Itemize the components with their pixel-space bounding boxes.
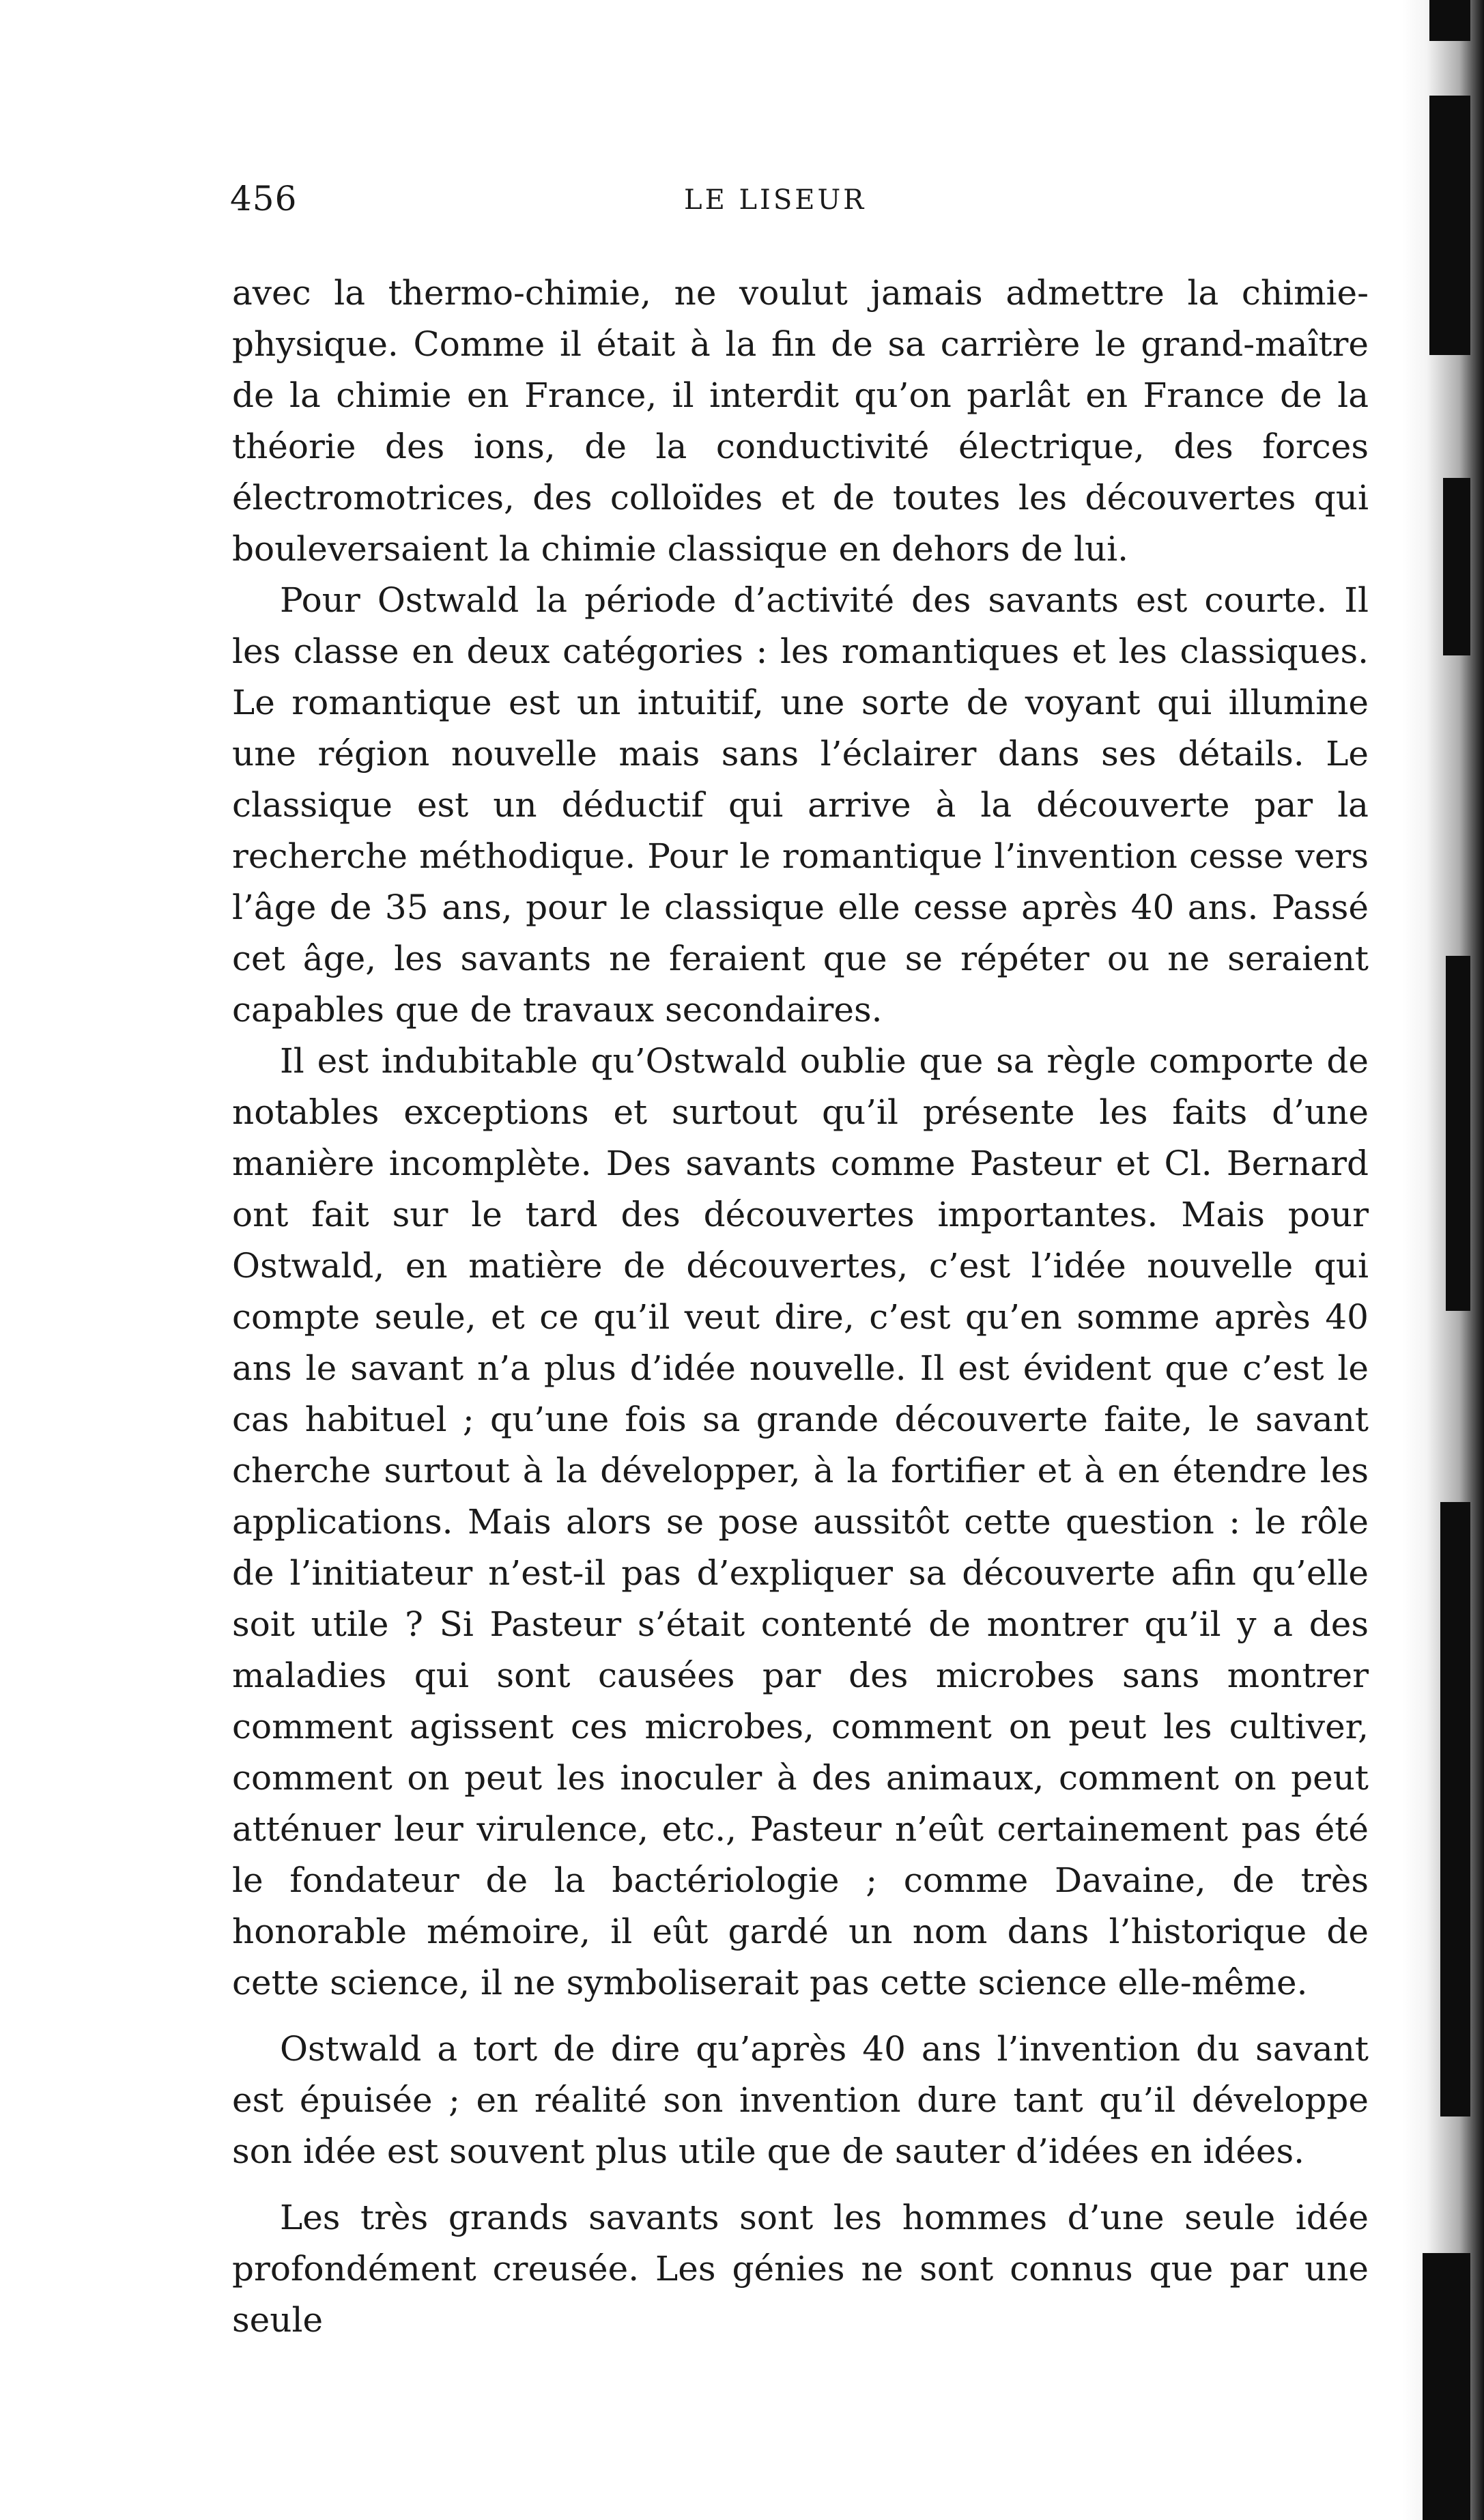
paragraph: Pour Ostwald la période d’activité des savants est courte. Il les classe en deux catégories : les romantiques et les classiques. Le romantique est un intuitif, une sorte de voyant qui illumine une région nouvelle mais sans l’éclairer dans ses détails. Le classique est un déductif qui arrive à la découverte par la recherche méthodique. Pour le romantique l’invention cesse vers l’âge de 35 ans, pour le classique elle cesse après 40 ans. Passé cet âge, les savants ne feraient que se répéter ou ne seraient capables que de travaux secondaires. [232,580,1369,1030]
binding-edge [1402,0,1484,2520]
page-number: 456 [230,179,298,218]
paragraph: Il est indubitable qu’Ostwald oublie que sa règle comporte de notables exceptions et surtout qu’il présente les faits d’une manière incomplète. Des savants comme Pasteur et Cl. Bernard ont fait sur le tard des découvertes importantes. Mais pour Ostwald, en matière de découvertes, c’est l’idée nouvelle qui compte seule, et ce qu’il veut dire, c’est qu’en somme après 40 ans le savant n’a plus d’idée nouvelle. Il est évident que c’est le cas habituel ; qu’une fois sa grande découverte faite, le savant cherche surtout à la développer, à la fortifier et à en étendre les applications. Mais alors se pose aussitôt cette question : le rôle de l’initiateur n’est-il pas d’expliquer sa découverte afin qu’elle soit utile ? Si Pasteur s’était contenté de montrer qu’il y a des maladies qui sont causées par des microbes sans montrer comment agissent ces microbes, comment on peut les cultiver, comment on peut les inoculer à des animaux, comment on peut atténuer leur virulence, etc., Pasteur n’eût certainement pas été le fondateur de la bactériologie ; comme Davaine, de très honorable mémoire, il eût gardé un nom dans l’historique de cette science, il ne symboliserait pas cette science elle-même. [232,1041,1369,2002]
page-header [230,179,1390,227]
body-text [232,268,1369,2346]
paragraph: Ostwald a tort de dire qu’après 40 ans l’invention du savant est épuisée ; en réalité son invention dure tant qu’il développe son idée est souvent plus utile que de sauter d’idées en idées. [232,2029,1369,2171]
running-head: LE LISEUR [684,184,867,216]
paragraph: avec la thermo-chimie, ne voulut jamais admettre la chimie-physique. Comme il était à la fin de sa carrière le grand-maître de la chimie en France, il interdit qu’on parlât en France de la théorie des ions, de la conductivité électrique, des forces électromotrices, des colloïdes et de toutes les découvertes qui bouleversaient la chimie classique en dehors de lui. [232,273,1369,569]
paragraph: Les très grands savants sont les hommes d’une seule idée profondément creusée. Les génies ne sont connus que par une seule [232,2198,1369,2340]
